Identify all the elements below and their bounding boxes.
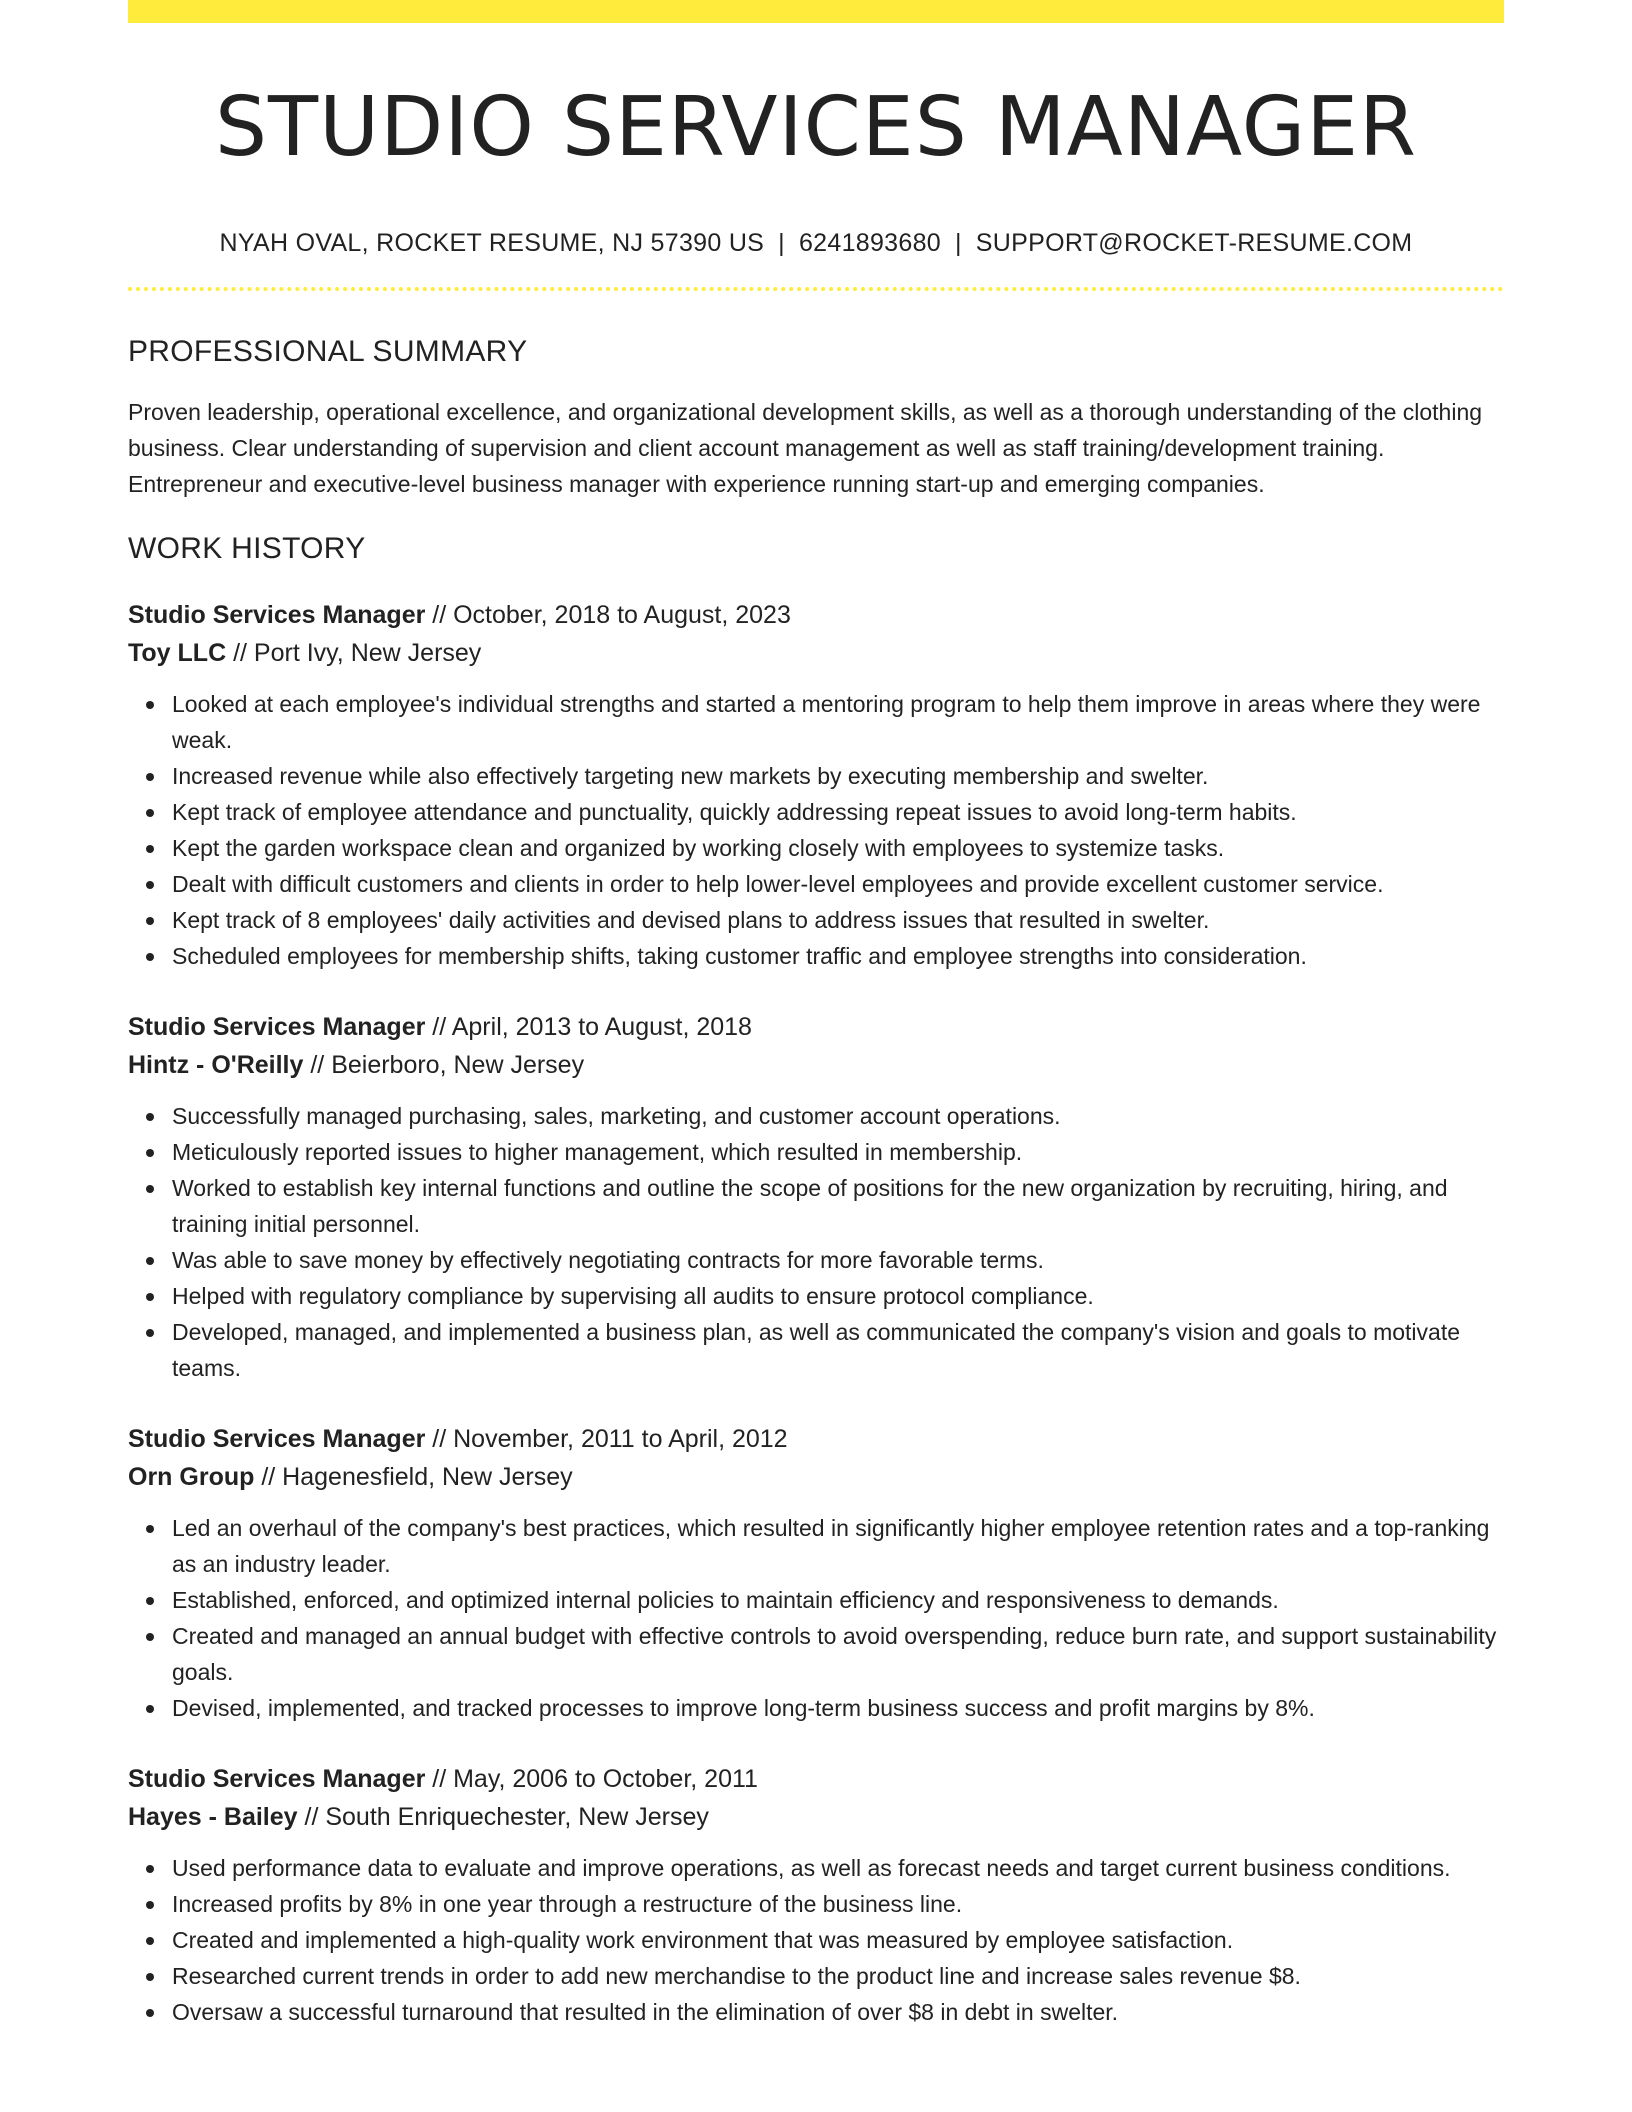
job-location: // Hagenesfield, New Jersey — [254, 1463, 573, 1492]
job-bullet: Created and implemented a high-quality work environment that was measured by employee satisfaction. — [172, 1922, 1504, 1958]
job-title: Studio Services Manager — [128, 1013, 426, 1042]
job-bullet: Looked at each employee's individual strengths and started a mentoring program to help them improve in areas where they were weak. — [172, 686, 1504, 758]
job-bullet: Developed, managed, and implemented a business plan, as well as communicated the company's vision and goals to motivate teams. — [172, 1314, 1504, 1386]
job-bullet: Scheduled employees for membership shifts, taking customer traffic and employee strengths into consideration. — [172, 938, 1504, 974]
job-title-line — [128, 1760, 1504, 1798]
contact-separator: | — [955, 229, 962, 258]
job-company: Orn Group — [128, 1463, 255, 1492]
job-bullet: Led an overhaul of the company's best practices, which resulted in significantly higher employee retention rates and a top-ranking as an industry leader. — [172, 1510, 1504, 1582]
job-bullet: Meticulously reported issues to higher management, which resulted in membership. — [172, 1134, 1504, 1170]
top-accent-bar — [128, 0, 1504, 23]
job-bullet: Oversaw a successful turnaround that resulted in the elimination of over $8 in debt in swelter. — [172, 1994, 1504, 2030]
job-bullets — [128, 1850, 1504, 2030]
page-title: STUDIO SERVICES MANAGER — [214, 80, 1418, 175]
job-location: // Beierboro, New Jersey — [303, 1051, 585, 1080]
job-location: // South Enriquechester, New Jersey — [297, 1803, 709, 1832]
job-bullet: Devised, implemented, and tracked processes to improve long-term business success and profit margins by 8%. — [172, 1690, 1504, 1726]
job-company: Hintz - O'Reilly — [128, 1051, 304, 1080]
job-dates: // May, 2006 to October, 2011 — [425, 1765, 758, 1794]
job-bullets — [128, 686, 1504, 974]
contact-address: NYAH OVAL, ROCKET RESUME, NJ 57390 US — [219, 229, 765, 258]
job-company: Hayes - Bailey — [128, 1803, 298, 1832]
job-bullets — [128, 1510, 1504, 1726]
job-bullet: Helped with regulatory compliance by supervising all audits to ensure protocol compliance. — [172, 1278, 1504, 1314]
job-title-line — [128, 596, 1504, 634]
job-bullet: Established, enforced, and optimized internal policies to maintain efficiency and responsiveness to demands. — [172, 1582, 1504, 1618]
job-dates: // April, 2013 to August, 2018 — [425, 1013, 752, 1042]
contact-phone: 6241893680 — [798, 229, 941, 258]
job-bullets — [128, 1098, 1504, 1386]
job-company-line — [128, 1458, 1504, 1496]
job-title-line — [128, 1008, 1504, 1046]
job-bullet: Researched current trends in order to add new merchandise to the product line and increase sales revenue $8. — [172, 1958, 1504, 1994]
job-entry — [128, 1008, 1504, 1386]
contact-info — [128, 229, 1504, 258]
job-bullet: Kept the garden workspace clean and organized by working closely with employees to systemize tasks. — [172, 830, 1504, 866]
job-title-line — [128, 1420, 1504, 1458]
job-company: Toy LLC — [128, 639, 227, 668]
job-entry — [128, 1420, 1504, 1726]
job-title: Studio Services Manager — [128, 1765, 426, 1794]
dotted-divider — [128, 287, 1504, 291]
job-bullet: Kept track of employee attendance and punctuality, quickly addressing repeat issues to avoid long-term habits. — [172, 794, 1504, 830]
job-title: Studio Services Manager — [128, 601, 426, 630]
job-bullet: Successfully managed purchasing, sales, marketing, and customer account operations. — [172, 1098, 1504, 1134]
job-dates: // October, 2018 to August, 2023 — [425, 601, 791, 630]
job-bullet: Dealt with difficult customers and clients in order to help lower-level employees and provide excellent customer service. — [172, 866, 1504, 902]
job-bullet: Increased revenue while also effectively targeting new markets by executing membership and swelter. — [172, 758, 1504, 794]
summary-heading: PROFESSIONAL SUMMARY — [128, 335, 528, 369]
job-location: // Port Ivy, New Jersey — [226, 639, 482, 668]
job-company-line — [128, 1798, 1504, 1836]
job-bullet: Worked to establish key internal functions and outline the scope of positions for the new organization by recruiting, hiring, and training initial personnel. — [172, 1170, 1504, 1242]
job-bullet: Was able to save money by effectively negotiating contracts for more favorable terms. — [172, 1242, 1504, 1278]
contact-email: SUPPORT@ROCKET-RESUME.COM — [975, 229, 1413, 258]
job-bullet: Increased profits by 8% in one year through a restructure of the business line. — [172, 1886, 1504, 1922]
job-dates: // November, 2011 to April, 2012 — [425, 1425, 788, 1454]
job-bullet: Created and managed an annual budget with effective controls to avoid overspending, reduce burn rate, and support sustainability goals. — [172, 1618, 1504, 1690]
job-title: Studio Services Manager — [128, 1425, 426, 1454]
resume-page — [128, 0, 1504, 2030]
job-entry — [128, 1760, 1504, 2030]
job-company-line — [128, 1046, 1504, 1084]
work-history-list — [128, 596, 1504, 2030]
job-company-line — [128, 634, 1504, 672]
summary-text: Proven leadership, operational excellence, and organizational development skills, as well as a thorough understanding of the clothing business. Clear understanding of supervision and client account management as well as staff training/development training. Entrepreneur and executive-level business manager with experience running start-up and emerging companies. — [128, 399, 1483, 498]
job-bullet: Kept track of 8 employees' daily activities and devised plans to address issues that resulted in swelter. — [172, 902, 1504, 938]
job-entry — [128, 596, 1504, 974]
contact-separator: | — [778, 229, 785, 258]
job-bullet: Used performance data to evaluate and improve operations, as well as forecast needs and target current business conditions. — [172, 1850, 1504, 1886]
work-history-heading: WORK HISTORY — [128, 532, 366, 566]
